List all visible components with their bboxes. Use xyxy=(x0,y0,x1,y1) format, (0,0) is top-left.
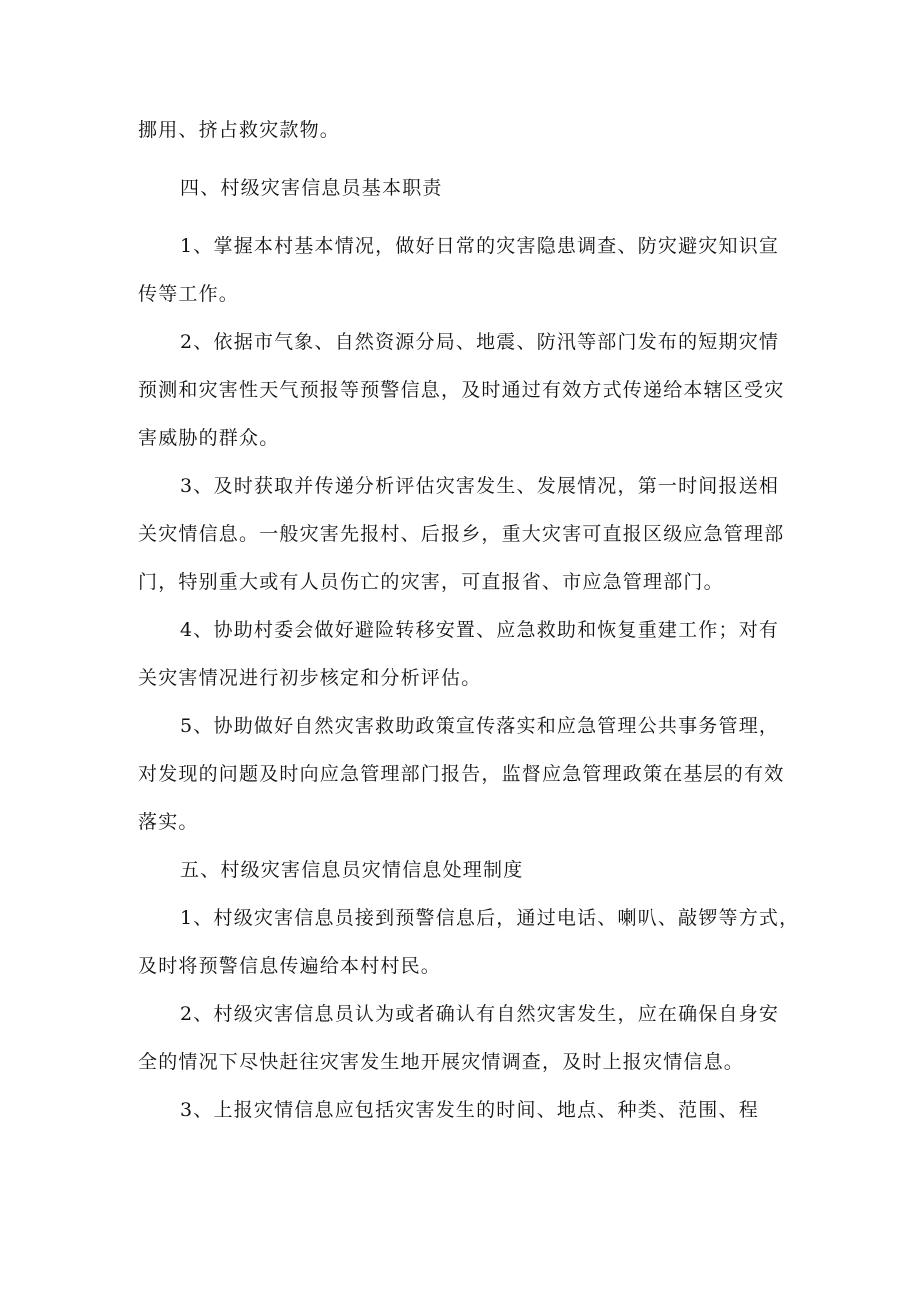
section-heading-4: 四、村级灾害信息员基本职责 xyxy=(180,177,443,199)
text-line: 门，特别重大或有人员伤亡的灾害，可直报省、市应急管理部门。 xyxy=(138,571,724,593)
text-line: 害威胁的群众。 xyxy=(138,427,280,449)
text-line: 及时将预警信息传遍给本村村民。 xyxy=(138,955,442,977)
text-line: 5、协助做好自然灾害救助政策宣传落实和应急管理公共事务管理， xyxy=(180,715,780,737)
text-line: 1、村级灾害信息员接到预警信息后，通过电话、喇叭、敲锣等方式， xyxy=(180,907,800,929)
text-line: 2、村级灾害信息员认为或者确认有自然灾害发生，应在确保自身安 xyxy=(180,1003,780,1025)
text-line: 2、依据市气象、自然资源分局、地震、防汛等部门发布的短期灾情 xyxy=(180,331,780,353)
text-line: 3、上报灾情信息应包括灾害发生的时间、地点、种类、范围、程 xyxy=(180,1099,759,1121)
text-line: 关灾害情况进行初步核定和分析评估。 xyxy=(138,667,482,689)
text-line: 预测和灾害性天气预报等预警信息，及时通过有效方式传递给本辖区受灾 xyxy=(138,379,785,401)
text-line: 3、及时获取并传递分析评估灾害发生、发展情况，第一时间报送相 xyxy=(180,475,780,497)
text-line: 1、掌握本村基本情况，做好日常的灾害隐患调查、防灾避灾知识宣 xyxy=(180,235,780,257)
text-line: 4、协助村委会做好避险转移安置、应急救助和恢复重建工作；对有 xyxy=(180,619,780,641)
text-line: 传等工作。 xyxy=(138,283,240,305)
text-line: 关灾情信息。一般灾害先报村、后报乡，重大灾害可直报区级应急管理部 xyxy=(138,523,785,545)
section-heading-5: 五、村级灾害信息员灾情信息处理制度 xyxy=(180,859,524,881)
text-line: 全的情况下尽快赶往灾害发生地开展灾情调查，及时上报灾情信息。 xyxy=(138,1051,745,1073)
text-line: 落实。 xyxy=(138,811,199,833)
text-line: 挪用、挤占救灾款物。 xyxy=(138,119,341,141)
text-line: 对发现的问题及时向应急管理部门报告，监督应急管理政策在基层的有效 xyxy=(138,763,785,785)
